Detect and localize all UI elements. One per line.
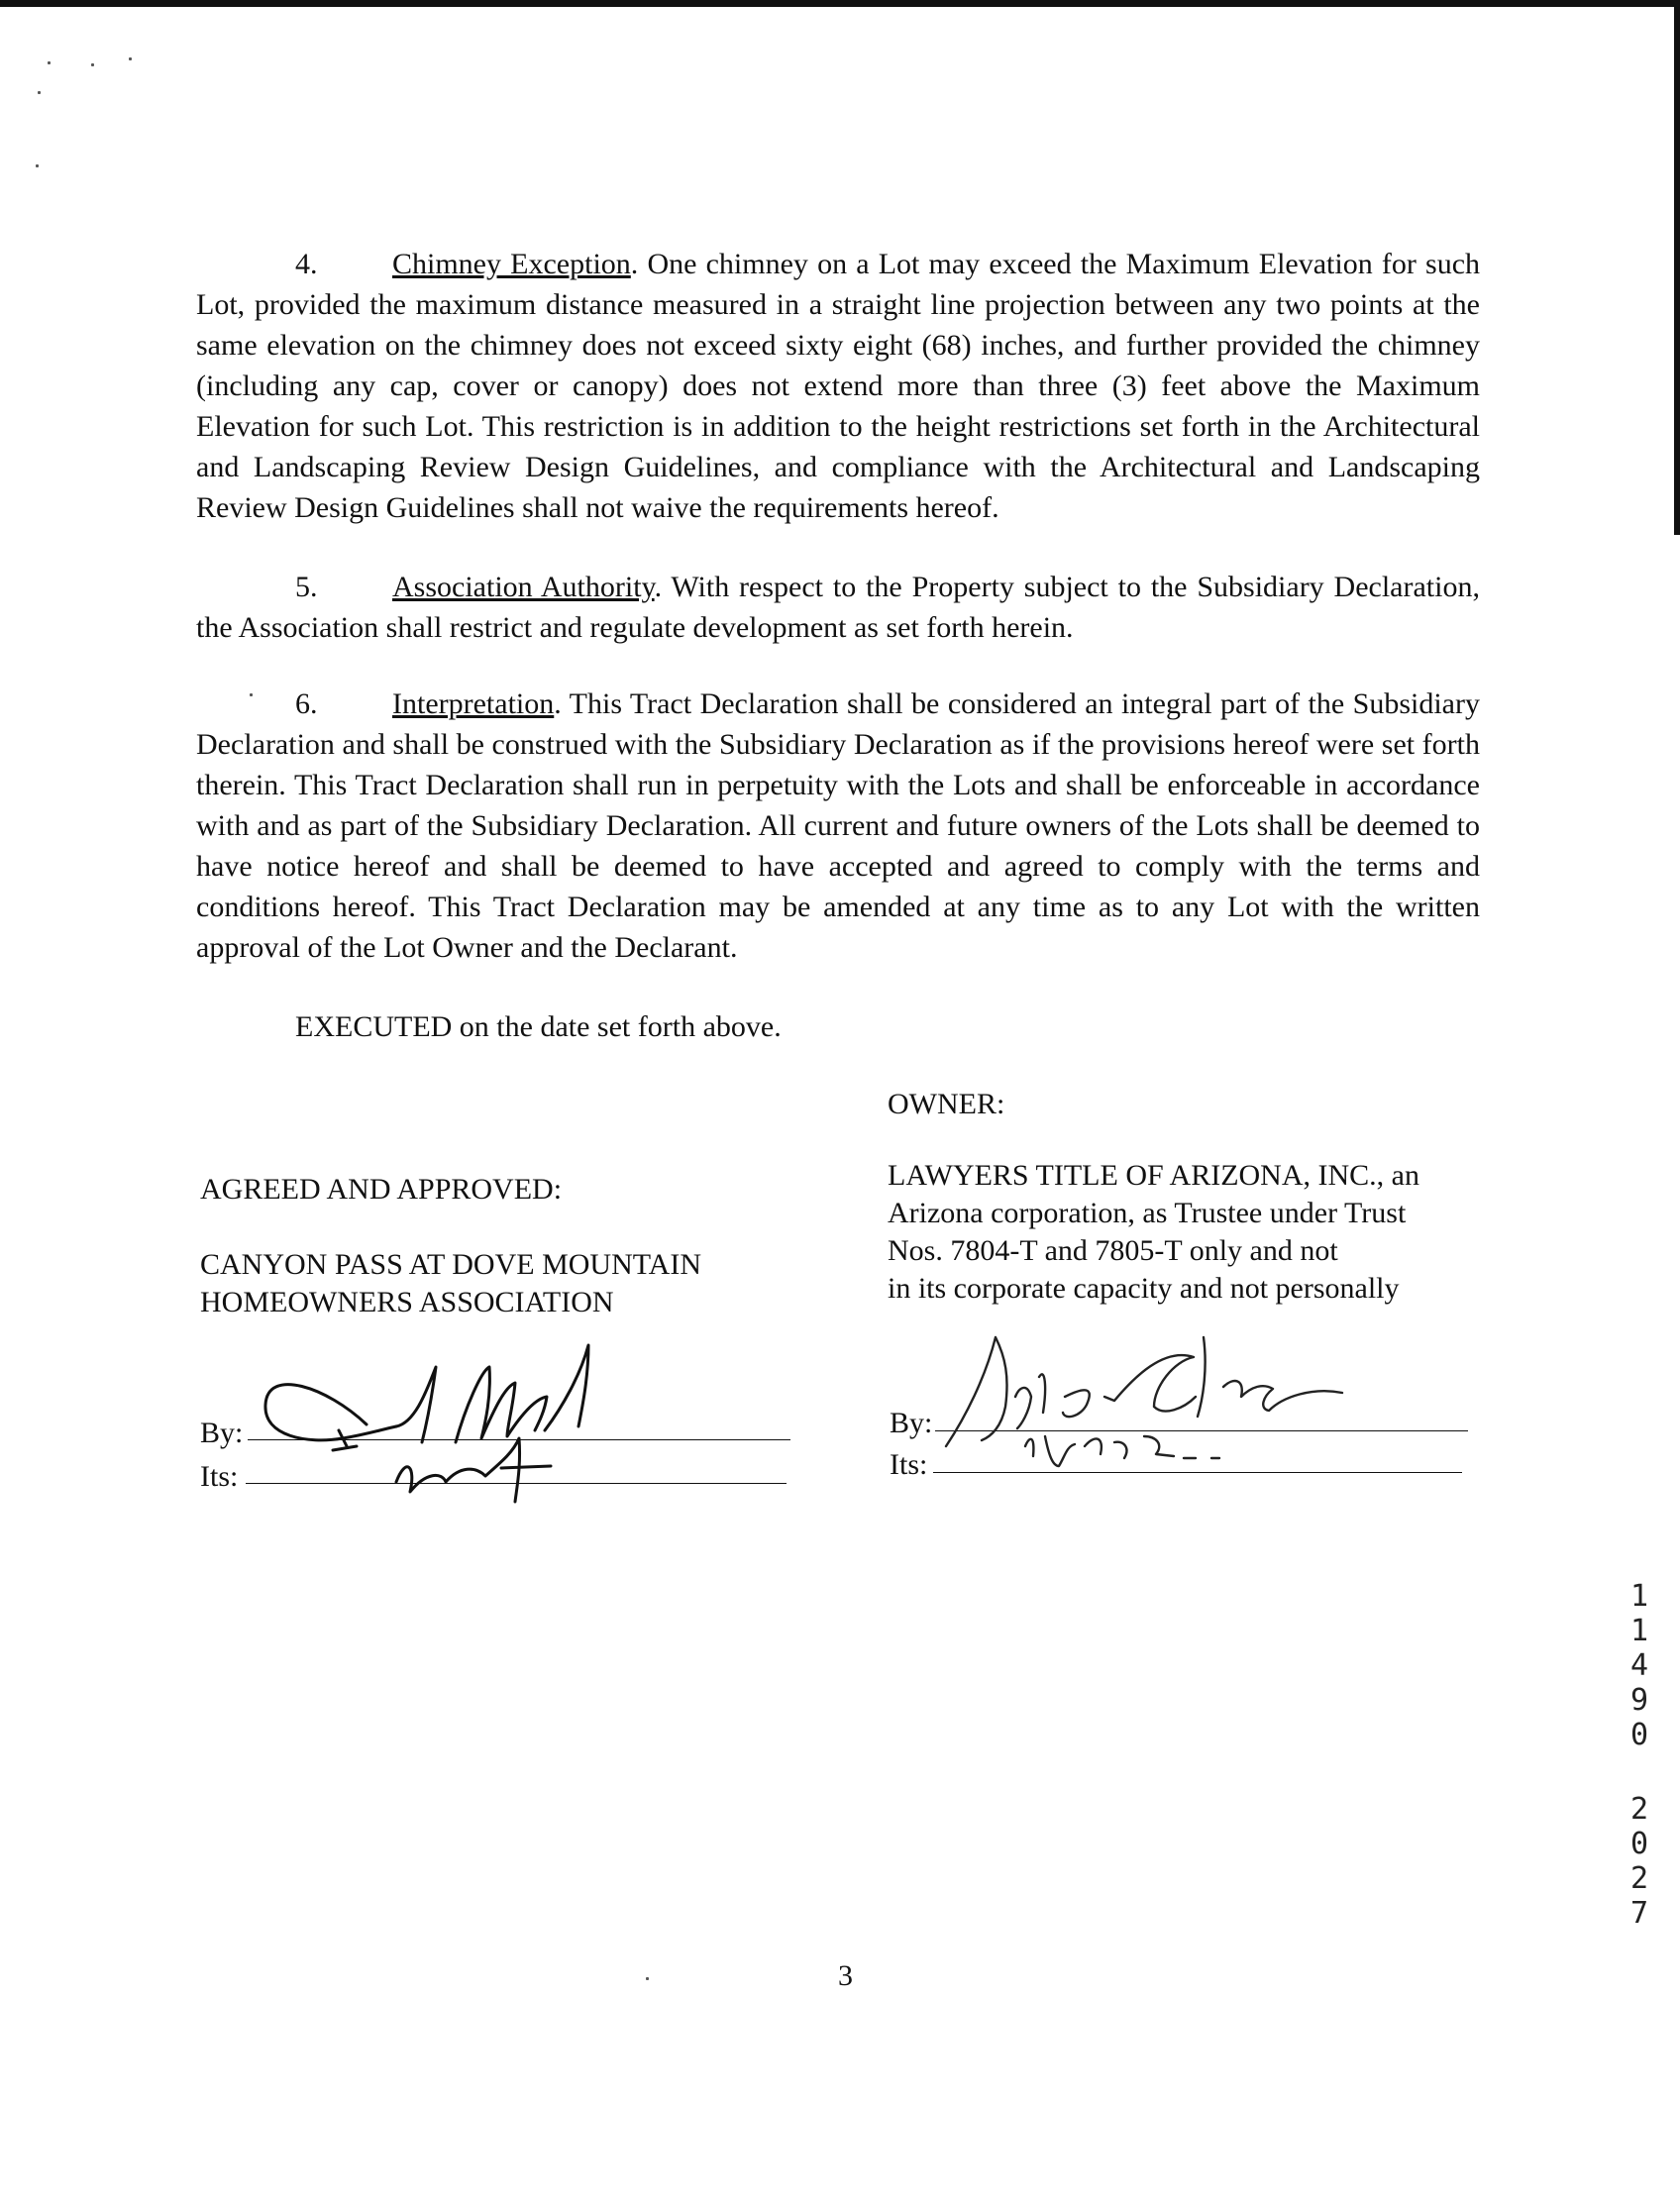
right-by-label: By:	[890, 1407, 933, 1439]
recording-stamp-number	[1625, 1579, 1654, 1931]
page-number: 3	[838, 1959, 853, 1992]
stamp-digit: 1	[1629, 1614, 1649, 1648]
stamp-digit: 2	[1629, 1792, 1649, 1827]
owner-line-3: Nos. 7804-T and 7805-T only and not	[888, 1234, 1338, 1267]
owner-line-2: Arizona corporation, as Trustee under Trust	[888, 1197, 1407, 1229]
left-by-label: By:	[200, 1417, 244, 1449]
section-body: . This Tract Declaration shall be considered an integral part of the Subsidiary Declaration and shall be construed with the Subsidiary Declaration as if the provisions hereof were set forth therein. This Tract Declaration shall run in perpetuity with the Lots and shall be enforceable in accordance with and as part of the Subsidiary Declaration. All current and future owners of the Lots shall be deemed to have notice hereof and shall be deemed to have accepted and agreed to comply with the terms and conditions hereof. This Tract Declaration may be amended at any time as to any Lot with the written approval of the Lot Owner and the Declarant.	[196, 687, 1480, 964]
right-its-label: Its:	[890, 1448, 928, 1481]
section-body: . One chimney on a Lot may exceed the Maximum Elevation for such Lot, provided the maximum distance measured in a straight line projection between any two points at the same elevation on the chimney does not exceed sixty eight (68) inches, and further provided the chimney (including any cap, cover or canopy) does not extend more than three (3) feet above the Maximum Elevation for such Lot. This restriction is in addition to the height restrictions set forth in the Architectural and Landscaping Review Design Guidelines, and compliance with the Architectural and Landscaping Review Design Guidelines shall not waive the requirements hereof.	[196, 248, 1481, 524]
section-number: 6.	[295, 687, 318, 720]
owner-line-4: in its corporate capacity and not personally	[888, 1272, 1400, 1305]
owner-line-1: LAWYERS TITLE OF ARIZONA, INC., an	[888, 1159, 1419, 1192]
section-6	[196, 684, 1480, 968]
association-line-2: HOMEOWNERS ASSOCIATION	[200, 1286, 614, 1318]
scan-top-border	[0, 0, 1680, 7]
executed-statement: EXECUTED on the date set forth above.	[295, 1010, 782, 1043]
stamp-digit: 0	[1629, 1827, 1649, 1861]
association-line-1: CANYON PASS AT DOVE MOUNTAIN	[200, 1248, 702, 1281]
section-heading: Association Authority	[392, 571, 655, 603]
stamp-digit: 9	[1629, 1683, 1649, 1718]
section-number: 4.	[295, 248, 318, 280]
section-heading: Interpretation	[392, 687, 555, 720]
stamp-digit: 4	[1629, 1648, 1649, 1683]
stamp-digit: 7	[1629, 1896, 1649, 1931]
association-signature	[248, 1327, 624, 1511]
section-body: . With respect to the Property subject to the Subsidiary Declaration, the Association shall restrict and regulate development as set forth herein.	[196, 571, 1480, 644]
stamp-gap	[1625, 1752, 1654, 1792]
stamp-digit: 2	[1629, 1861, 1649, 1896]
section-number: 5.	[295, 571, 318, 603]
section-4	[196, 244, 1480, 528]
section-5	[196, 567, 1480, 648]
agreed-heading: AGREED AND APPROVED:	[200, 1173, 563, 1206]
owner-signature	[936, 1317, 1372, 1491]
stamp-digit: 0	[1629, 1718, 1649, 1752]
scan-right-border	[1674, 0, 1680, 535]
stamp-digit: 1	[1629, 1579, 1649, 1614]
owner-heading: OWNER:	[888, 1088, 1005, 1120]
section-heading: Chimney Exception	[392, 248, 631, 280]
left-its-label: Its:	[200, 1460, 239, 1493]
